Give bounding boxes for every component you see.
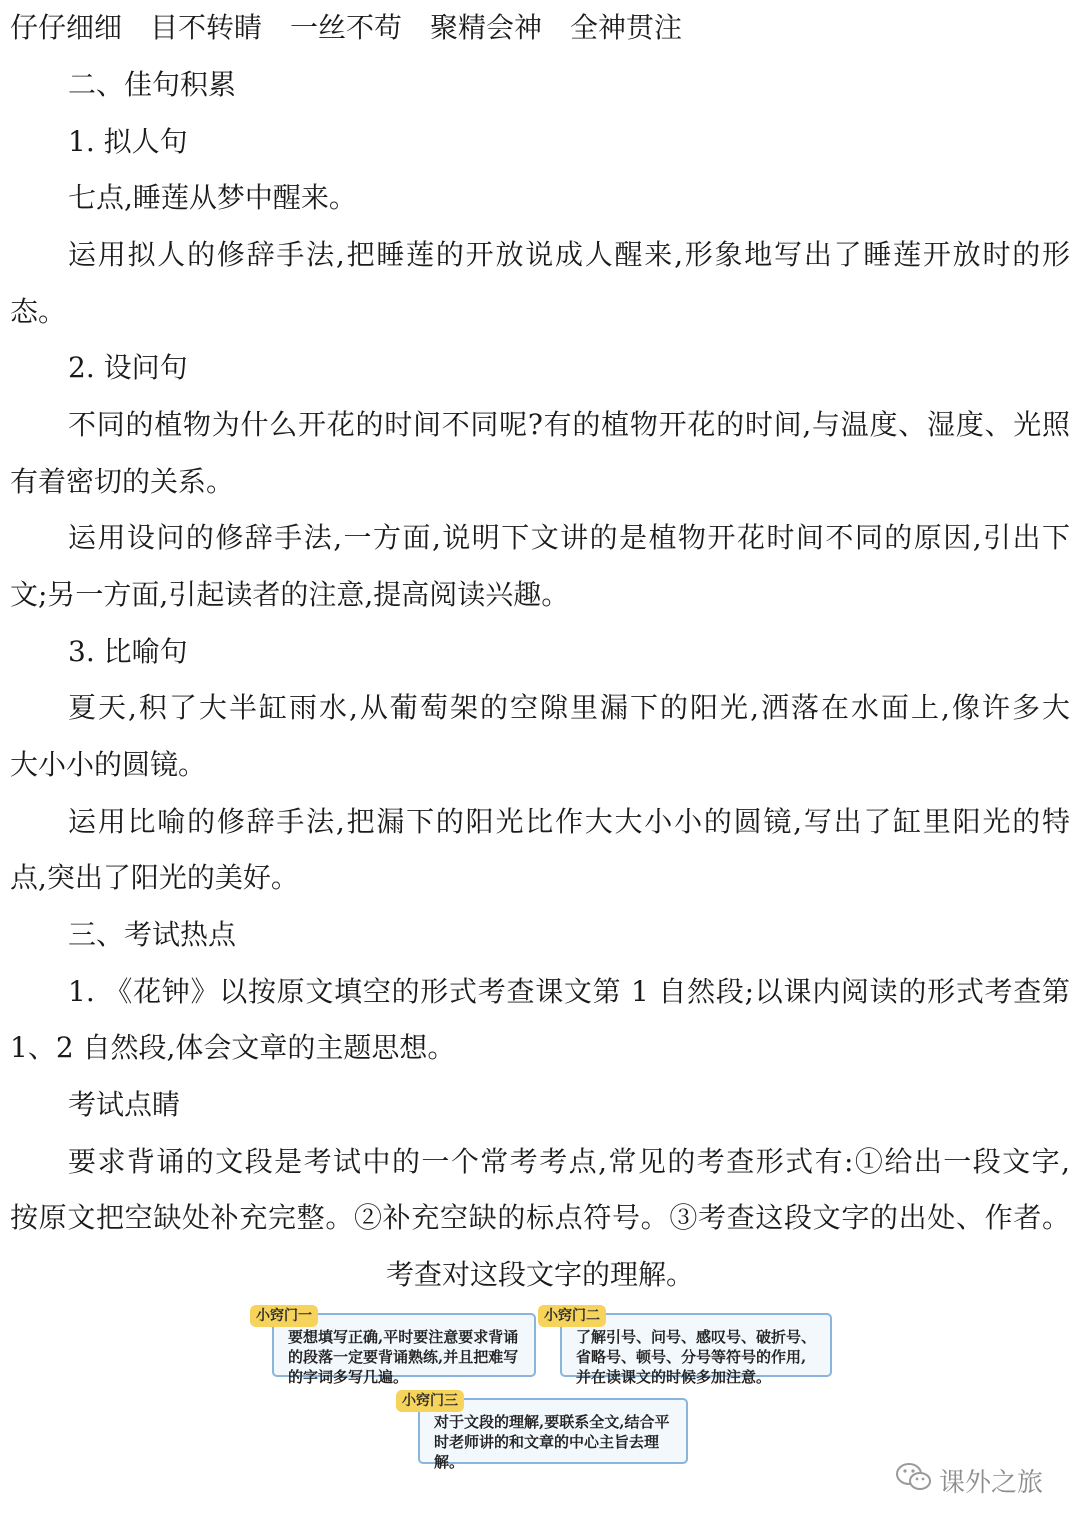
explanation-text: 文;另一方面,引起读者的注意,提高阅读兴趣。 xyxy=(10,578,570,611)
tip-box-3 xyxy=(402,1393,688,1471)
explanation-text: 点,突出了阳光的美好。 xyxy=(10,861,299,894)
example-sentence: 不同的植物为什么开花的时间不同呢?有的植物开花的时间,与温度、湿度、光照 xyxy=(68,408,1070,441)
wechat-icon xyxy=(895,1461,933,1500)
tip-box-1 xyxy=(256,1308,536,1386)
explanation-text: 运用比喻的修辞手法,把漏下的阳光比作大大小小的圆镜,写出了缸里阳光的特 xyxy=(68,805,1070,838)
exam-tips-text: 要求背诵的文段是考试中的一个常考考点,常见的考查形式有:①给出一段文字, xyxy=(68,1145,1070,1178)
tip-text: 了解引号、问号、感叹号、破折号、省略号、顿号、分号等符号的作用,并在读课文的时候多加注意。 xyxy=(576,1328,817,1386)
exam-tips-text: 按原文把空缺处补充完整。②补充空缺的标点符号。③考查这段文字的出处、作者。 xyxy=(10,1201,1070,1234)
explanation-text: 态。 xyxy=(10,295,67,328)
example-sentence: 大小小的圆镜。 xyxy=(10,748,207,781)
subheading-rhetorical-question: 2. 设问句 xyxy=(68,351,188,384)
tip-tag: 小窍门一 xyxy=(250,1305,318,1327)
tip-tag: 小窍门二 xyxy=(538,1305,606,1327)
tip-box-2 xyxy=(544,1308,832,1386)
subheading-personification: 1. 拟人句 xyxy=(68,125,188,158)
tip-text: 对于文段的理解,要联系全文,结合平时老师讲的和文章的中心主旨去理解。 xyxy=(434,1413,670,1471)
section-heading-exam-hotspots: 三、考试热点 xyxy=(68,918,237,951)
example-sentence: 七点,睡莲从梦中醒来。 xyxy=(68,181,357,214)
subheading-metaphor: 3. 比喻句 xyxy=(68,635,188,668)
watermark xyxy=(895,1458,1043,1502)
subheading-exam-tips: 考试点睛 xyxy=(68,1088,181,1121)
vocab-line: 仔仔细细 目不转睛 一丝不苟 聚精会神 全神贯注 xyxy=(10,11,683,44)
section-heading-good-sentences: 二、佳句积累 xyxy=(68,68,237,101)
exam-point-text: 1、2 自然段,体会文章的主题思想。 xyxy=(10,1031,456,1064)
watermark-text: 课外之旅 xyxy=(939,1467,1044,1498)
tip-text: 要想填写正确,平时要注意要求背诵的段落一定要背诵熟练,并且把难写的字词多写几遍。 xyxy=(288,1328,519,1386)
tip-tag: 小窍门三 xyxy=(396,1390,464,1412)
exam-point-text: 1. 《花钟》以按原文填空的形式考查课文第 1 自然段;以课内阅读的形式考查第 xyxy=(68,975,1070,1008)
example-sentence: 夏天,积了大半缸雨水,从葡萄架的空隙里漏下的阳光,洒落在水面上,像许多大 xyxy=(68,691,1070,724)
example-sentence: 有着密切的关系。 xyxy=(10,465,235,498)
explanation-text: 运用设问的修辞手法,一方面,说明下文讲的是植物开花时间不同的原因,引出下 xyxy=(68,521,1070,554)
exam-tips-text: 考查对这段文字的理解。 xyxy=(385,1258,694,1291)
explanation-text: 运用拟人的修辞手法,把睡莲的开放说成人醒来,形象地写出了睡莲开放时的形 xyxy=(68,238,1070,271)
